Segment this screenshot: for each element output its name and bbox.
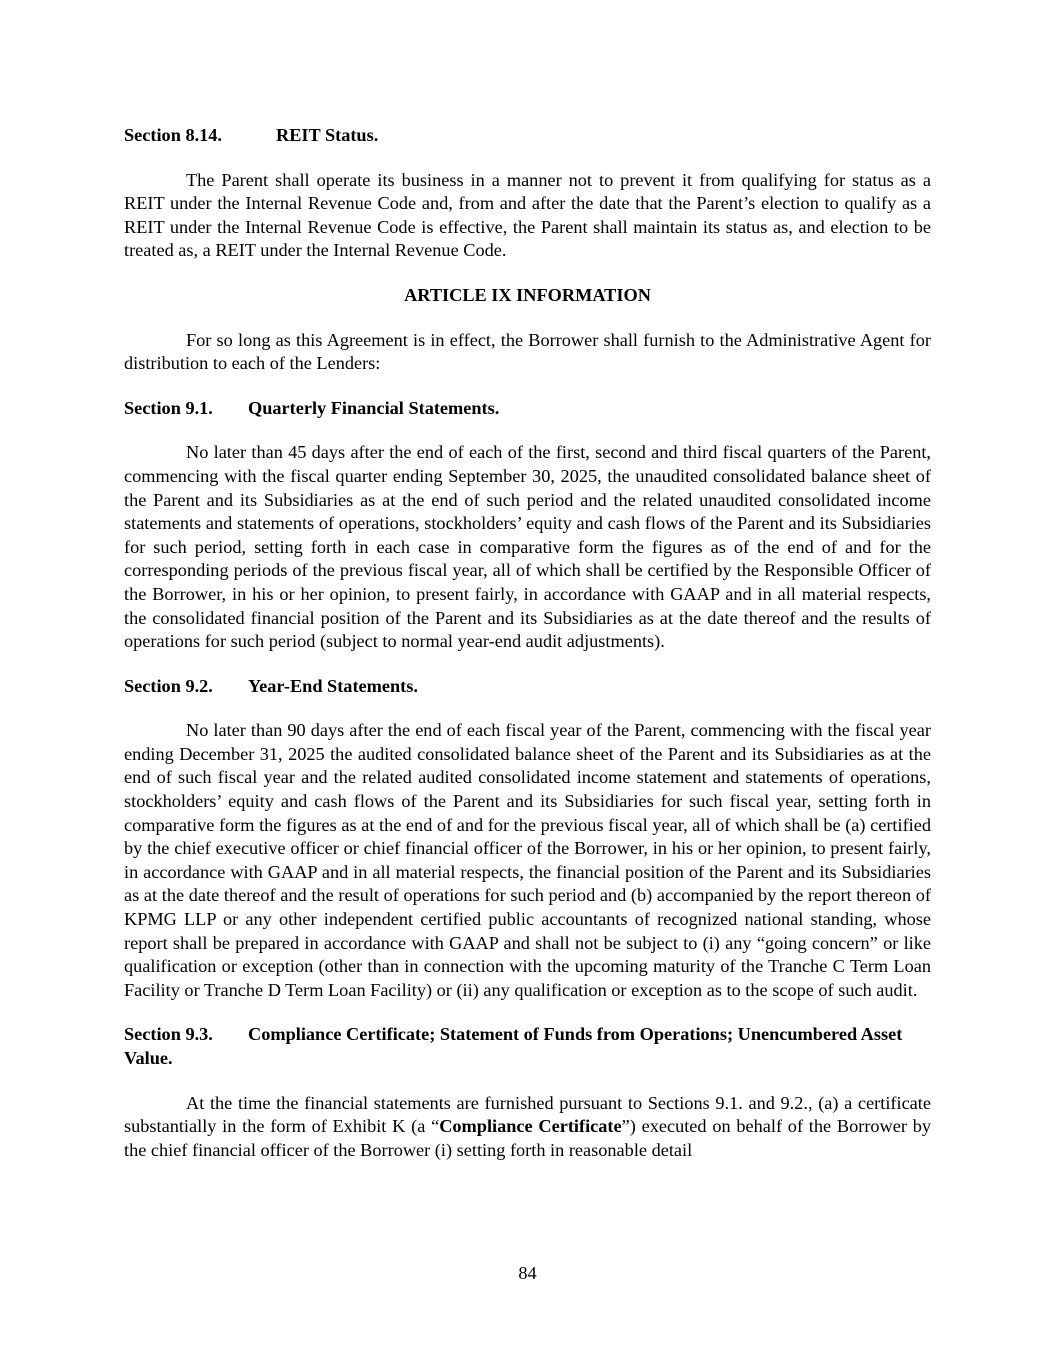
article-ix-intro: For so long as this Agreement is in effect, the Borrower shall furnish to the Administrative Agent for distribution to each of the Lenders: — [124, 329, 931, 374]
body-text-before: At the time the financial statements are furnished pursuant to Sections 9.1. and 9.2., (a) a certificate substantially in the form of Exhibit K (a “ — [124, 1092, 931, 1137]
section-9-1-heading — [124, 397, 931, 421]
section-9-3-body — [124, 1092, 931, 1163]
section-title: Quarterly Financial Statements. — [248, 397, 500, 418]
section-8-14-body: The Parent shall operate its business in a manner not to prevent it from qualifying for status as a REIT under the Internal Revenue Code and, from and after the date that the Parent’s election to qualify as a REIT under the Internal Revenue Code is effective, the Parent shall maintain its status as, and election to be treated as, a REIT under the Internal Revenue Code. — [124, 169, 931, 261]
section-9-2-heading — [124, 675, 931, 699]
article-ix-heading: ARTICLE IX INFORMATION — [404, 284, 651, 305]
section-number: Section 8.14. — [124, 125, 223, 145]
section-number: Section 9.1. — [124, 397, 213, 418]
body-text-after: ”) executed on behalf of the Borrower by the chief financial officer of the Borrower (i) setting forth in reasonable detail — [124, 1116, 931, 1160]
section-number: Section 9.2. — [124, 675, 213, 696]
section-9-3-heading — [124, 1023, 931, 1070]
section-8-14-heading — [124, 124, 931, 148]
section-title: REIT Status. — [276, 125, 379, 145]
page-number: 84 — [518, 1263, 537, 1283]
section-9-1-body: No later than 45 days after the end of each of the first, second and third fiscal quarters of the Parent, commencing with the fiscal quarter ending September 30, 2025, the unaudited consolidated balance sheet of the Parent and its Subsidiaries as at the end of such period and the related unaudited consolidated income statements and statements of operations, stockholders’ equity and cash flows of the Parent and its Subsidiaries for such period, setting forth in each case in comparative form the figures as of the end of and for the corresponding periods of the previous fiscal year, all of which shall be certified by the Responsible Officer of the Borrower, in his or her opinion, to present fairly, in accordance with GAAP and in all material respects, the consolidated financial position of the Parent and its Subsidiaries as at the date thereof and the results of operations for such period (subject to normal year-end audit adjustments). — [124, 442, 931, 652]
section-number: Section 9.3. — [124, 1024, 213, 1045]
section-title: Year-End Statements. — [248, 675, 418, 696]
defined-term: Compliance Certificate — [439, 1116, 622, 1137]
section-title: Compliance Certificate; Statement of Funds from Operations; Unencumbered Asset Value. — [124, 1024, 903, 1068]
section-9-2-body: No later than 90 days after the end of each fiscal year of the Parent, commencing with the fiscal year ending December 31, 2025 the audited consolidated balance sheet of the Parent and its Subsidiaries as at the end of such fiscal year and the related audited consolidated income statement and statements of operations, stockholders’ equity and cash flows of the Parent and its Subsidiaries for such fiscal year, setting forth in comparative form the figures as at the end of and for the previous fiscal year, all of which shall be (a) certified by the chief executive officer or chief financial officer of the Borrower, in his or her opinion, to present fairly, in accordance with GAAP and in all material respects, the financial position of the Parent and its Subsidiaries as at the date thereof and the result of operations for such period and (b) accompanied by the report thereon of KPMG LLP or any other independent certified public accountants of recognized national standing, whose report shall be prepared in accordance with GAAP and shall not be subject to (i) any “going concern” or like qualification or exception (other than in connection with the upcoming maturity of the Tranche C Term Loan Facility or Tranche D Term Loan Facility) or (ii) any qualification or exception as to the scope of such audit. — [124, 720, 931, 1000]
document-page — [124, 124, 931, 1183]
